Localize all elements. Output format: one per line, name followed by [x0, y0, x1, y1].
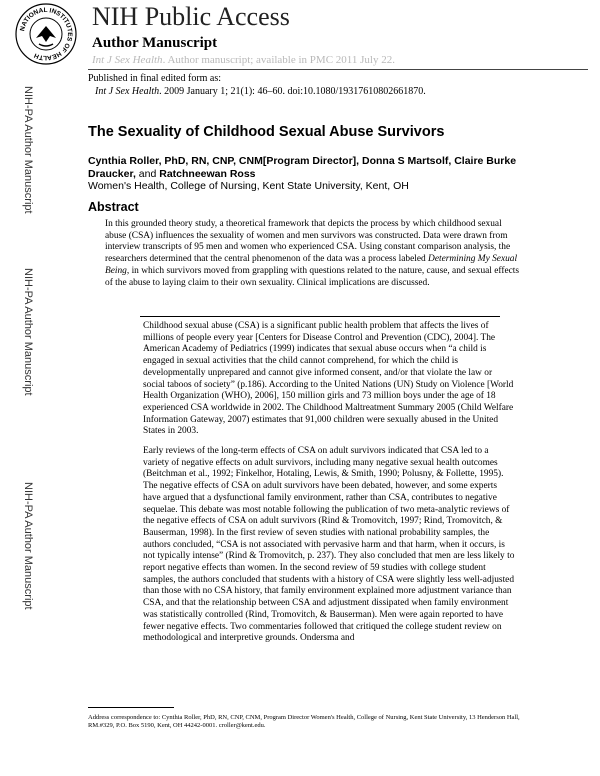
nih-public-access-title: NIH Public Access	[92, 2, 290, 31]
journal-status: . Author manuscript; available in PMC 2011 July 22.	[162, 54, 395, 66]
side-label-author-manuscript: NIH-PA Author Manuscript	[22, 482, 34, 610]
abstract-heading: Abstract	[88, 200, 139, 214]
abstract-text	[105, 219, 525, 289]
side-label-author-manuscript: NIH-PA Author Manuscript	[22, 268, 34, 396]
author-affiliation: Women's Health, College of Nursing, Kent State University, Kent, OH	[88, 180, 409, 192]
article-title: The Sexuality of Childhood Sexual Abuse Survivors	[88, 124, 445, 140]
authors-main: Cynthia Roller, PhD, RN, CNP, CNM[Program Director], Donna S Martsolf, Claire Burke Draucker,	[88, 155, 517, 180]
side-label-author-manuscript: NIH-PA Author Manuscript	[22, 86, 34, 214]
journal-abbrev: Int J Sex Health	[92, 54, 163, 66]
journal-status-line	[92, 54, 395, 67]
correspondence-footnote: Address correspondence to: Cynthia Roller, PhD, RN, CNP, CNM, Program Director Women's Health, College of Nursing, Kent State University, 13 Henderson Hall, RM.#329, P.O. Box 5190, Kent, OH 44242-0001. croller@kent.edu.	[88, 714, 520, 729]
authors-last: Ratchneewan Ross	[159, 168, 256, 180]
body-paragraph: Childhood sexual abuse (CSA) is a significant public health problem that affects the lives of millions of people every year [Centers for Disease Control and Prevention (CDC), 2004]. The American Academy of Pediatrics (1999) indicates that sexual abuse occurs when “a child is engaged in sexual activities that the child cannot comprehend, for which the child is developmentally unprepared and cannot give informed consent, and/or that violate the law or social taboos of society” (p.186). According to the United Nations (UN) Study on Violence [World Health Organization (WHO), 2006], 150 million girls and 73 million boys under the age of 18 experienced CSA worldwide in 2002. The Childhood Maltreatment Summary 2005 (Child Welfare Information Gateway, 2007) estimates that 91,000 children were sexually abused in the United States in 2003.	[143, 321, 514, 437]
abstract-divider	[140, 316, 500, 317]
body-paragraph: Early reviews of the long-term effects of CSA on adult survivors indicated that CSA led to a variety of negative effects on adult survivors, including many negative sexual health outcomes (Beitchman et al., 1992; Finkelhor, Hotaling, Lewis, & Smith, 1990; Polusny, & Follette, 1995). The negative effects of CSA on adult survivors have been debated, however, and some experts have argued that a dysfunctional family environment, rather than CSA, contributes to negative sequelae. This debate was most notable following the publication of two meta-analytic reviews of the negative effects of CSA on adult survivors (Rind & Tromovitch, 1997; Rind, Tromovitch, & Bauserman, 1998). In the first review of seven studies with national probability samples, the authors concluded, “CSA is not associated with pervasive harm and that harm, when it occurs, is not typically intense” (Rind & Tromovitch, p. 237). They also concluded that men are less likely to report negative effects than women. In the second review of 59 studies with college student samples, the authors concluded that students with a history of CSA were slightly less well-adjusted than those with no CSA history, that family environment explained more adjustment variance than CSA, and that the relationship between CSA and adjustment dissipated when family environment was statistically controlled (Rind, Tromovitch, & Bauserman). Men were again reported to have fewer negative effects. Two commentaries followed that critiqued the college student review on methodological and interpretive grounds. Ondersma and	[143, 446, 515, 644]
header-divider	[88, 69, 588, 70]
authors-and: and	[135, 168, 160, 180]
abstract-text-part2: , in which survivors moved from grappling with questions related to the nature, cause, and sexual effects of the abuse to laying claim to their own sexuality. Clinical implications are discussed.	[105, 265, 520, 288]
author-list	[88, 155, 558, 181]
author-manuscript-subtitle: Author Manuscript	[92, 35, 218, 51]
seal-ring-text: NATIONAL INSTITUTES OF HEALTH	[19, 6, 74, 62]
nih-seal-logo	[14, 2, 78, 66]
citation-journal: Int J Sex Health	[95, 86, 160, 97]
abstract-text-part1: In this grounded theory study, a theoretical framework that depicts the process by which childhood sexual abuse (CSA) influences the sexuality of women and men survivors was constructed. Data were drawn from interview transcripts of 95 men and women who experienced CSA. Using constant comparison analysis, the researchers determined that the central phenomenon of the data was a process labeled	[105, 219, 511, 265]
abstract-italic-term: Determining My Sexual Being	[105, 254, 518, 276]
citation-line	[95, 86, 426, 98]
footnote-divider	[88, 707, 174, 708]
published-in-line: Published in final edited form as:	[88, 73, 222, 84]
citation-details: . 2009 January 1; 21(1): 46–60. doi:10.1080/19317610802661870.	[159, 86, 426, 97]
